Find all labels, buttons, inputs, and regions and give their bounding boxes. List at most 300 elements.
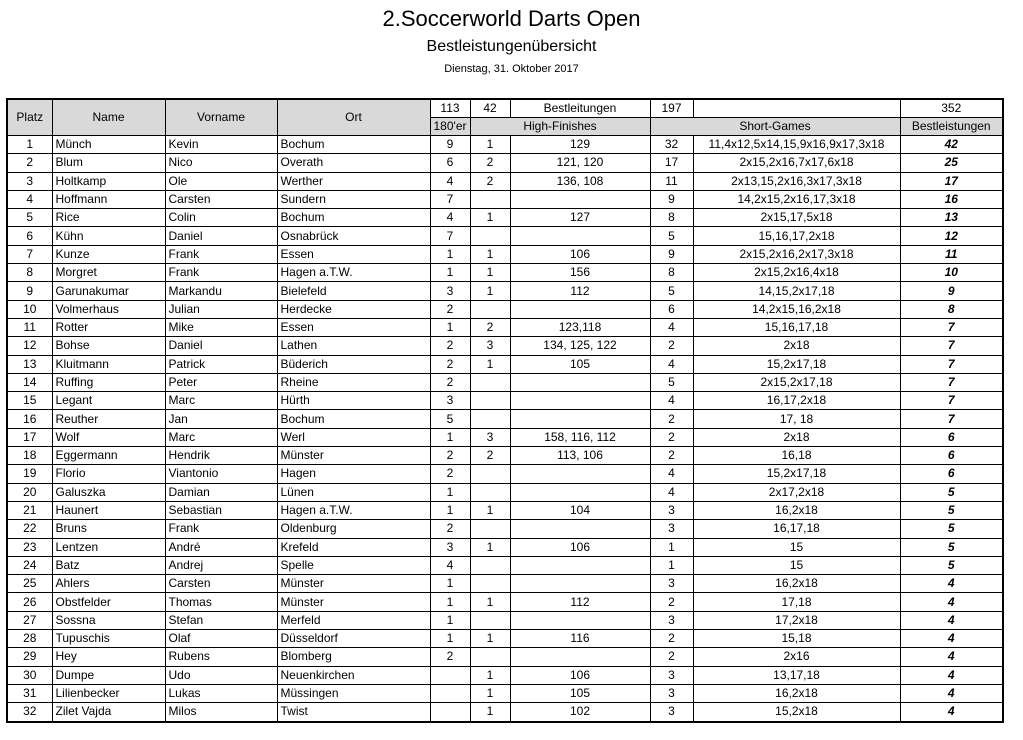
cell-bestleistungen: 4 bbox=[900, 575, 1003, 593]
cell-hf-count bbox=[470, 520, 510, 538]
cell-sg-count: 1 bbox=[650, 556, 693, 574]
cell-high-finishes bbox=[510, 648, 650, 666]
table-row bbox=[7, 227, 1003, 245]
cell-ort: Lünen bbox=[277, 483, 430, 501]
cell-high-finishes bbox=[510, 483, 650, 501]
cell-bestleistungen: 4 bbox=[900, 611, 1003, 629]
cell-sg-count: 3 bbox=[650, 501, 693, 519]
cell-vorname: Udo bbox=[165, 666, 277, 684]
cell-ort: Neuenkirchen bbox=[277, 666, 430, 684]
cell-vorname: Hendrik bbox=[165, 447, 277, 465]
cell-platz: 20 bbox=[7, 483, 52, 501]
cell-short-games: 2x18 bbox=[693, 337, 900, 355]
cell-180: 1 bbox=[430, 483, 470, 501]
cell-ort: Bochum bbox=[277, 136, 430, 154]
cell-hf-count: 1 bbox=[470, 136, 510, 154]
cell-ort: Bochum bbox=[277, 209, 430, 227]
cell-platz: 16 bbox=[7, 410, 52, 428]
cell-name: Kluitmann bbox=[52, 355, 165, 373]
cell-name: Zilet Vajda bbox=[52, 703, 165, 722]
cell-ort: Werther bbox=[277, 172, 430, 190]
table-row bbox=[7, 373, 1003, 391]
cell-platz: 23 bbox=[7, 538, 52, 556]
cell-ort: Hagen bbox=[277, 465, 430, 483]
cell-name: Rice bbox=[52, 209, 165, 227]
cell-bestleistungen: 42 bbox=[900, 136, 1003, 154]
cell-vorname: Lukas bbox=[165, 684, 277, 702]
cell-short-games: 2x15,2x16,2x17,3x18 bbox=[693, 245, 900, 263]
cell-hf-count: 1 bbox=[470, 264, 510, 282]
cell-ort: Spelle bbox=[277, 556, 430, 574]
cell-ort: Sundern bbox=[277, 190, 430, 208]
table-row bbox=[7, 245, 1003, 263]
cell-bestleistungen: 7 bbox=[900, 318, 1003, 336]
label-bestleitungen: Bestleitungen bbox=[510, 99, 650, 118]
cell-name: Blum bbox=[52, 154, 165, 172]
cell-short-games: 15,16,17,2x18 bbox=[693, 227, 900, 245]
cell-ort: Twist bbox=[277, 703, 430, 722]
cell-180: 4 bbox=[430, 172, 470, 190]
cell-hf-count: 3 bbox=[470, 337, 510, 355]
cell-180: 2 bbox=[430, 648, 470, 666]
cell-high-finishes: 127 bbox=[510, 209, 650, 227]
cell-sg-count: 4 bbox=[650, 483, 693, 501]
cell-bestleistungen: 13 bbox=[900, 209, 1003, 227]
cell-sg-count: 2 bbox=[650, 428, 693, 446]
cell-high-finishes: 105 bbox=[510, 355, 650, 373]
cell-name: Batz bbox=[52, 556, 165, 574]
cell-hf-count: 1 bbox=[470, 209, 510, 227]
cell-180: 2 bbox=[430, 520, 470, 538]
cell-vorname: Rubens bbox=[165, 648, 277, 666]
cell-vorname: Colin bbox=[165, 209, 277, 227]
cell-180: 1 bbox=[430, 245, 470, 263]
cell-180: 9 bbox=[430, 136, 470, 154]
cell-hf-count bbox=[470, 611, 510, 629]
cell-hf-count bbox=[470, 483, 510, 501]
cell-ort: Müssingen bbox=[277, 684, 430, 702]
cell-bestleistungen: 7 bbox=[900, 337, 1003, 355]
cell-short-games: 14,2x15,2x16,17,3x18 bbox=[693, 190, 900, 208]
cell-high-finishes bbox=[510, 575, 650, 593]
cell-180: 3 bbox=[430, 538, 470, 556]
cell-ort: Werl bbox=[277, 428, 430, 446]
cell-platz: 27 bbox=[7, 611, 52, 629]
cell-bestleistungen: 25 bbox=[900, 154, 1003, 172]
page-subtitle: Bestleistungenübersicht bbox=[426, 38, 597, 55]
cell-name: Bohse bbox=[52, 337, 165, 355]
cell-bestleistungen: 4 bbox=[900, 666, 1003, 684]
cell-180: 2 bbox=[430, 465, 470, 483]
table-row bbox=[7, 483, 1003, 501]
cell-platz: 26 bbox=[7, 593, 52, 611]
cell-180: 2 bbox=[430, 447, 470, 465]
cell-ort: Essen bbox=[277, 245, 430, 263]
table-row bbox=[7, 556, 1003, 574]
cell-vorname: Carsten bbox=[165, 190, 277, 208]
cell-180: 6 bbox=[430, 154, 470, 172]
cell-short-games: 16,17,2x18 bbox=[693, 392, 900, 410]
cell-short-games: 15,2x18 bbox=[693, 703, 900, 722]
cell-ort: Krefeld bbox=[277, 538, 430, 556]
cell-name: Legant bbox=[52, 392, 165, 410]
cell-platz: 13 bbox=[7, 355, 52, 373]
cell-sg-count: 5 bbox=[650, 373, 693, 391]
cell-180: 2 bbox=[430, 373, 470, 391]
cell-short-games: 17, 18 bbox=[693, 410, 900, 428]
cell-180: 1 bbox=[430, 428, 470, 446]
total-hf-count: 42 bbox=[470, 99, 510, 118]
cell-vorname: Viantonio bbox=[165, 465, 277, 483]
cell-180: 7 bbox=[430, 227, 470, 245]
cell-sg-count: 3 bbox=[650, 684, 693, 702]
cell-hf-count: 1 bbox=[470, 630, 510, 648]
cell-hf-count: 2 bbox=[470, 447, 510, 465]
cell-bestleistungen: 5 bbox=[900, 556, 1003, 574]
cell-name: Garunakumar bbox=[52, 282, 165, 300]
cell-high-finishes bbox=[510, 227, 650, 245]
cell-platz: 19 bbox=[7, 465, 52, 483]
cell-bestleistungen: 17 bbox=[900, 172, 1003, 190]
cell-high-finishes: 113, 106 bbox=[510, 447, 650, 465]
cell-platz: 14 bbox=[7, 373, 52, 391]
cell-vorname: Daniel bbox=[165, 227, 277, 245]
cell-ort: Essen bbox=[277, 318, 430, 336]
cell-bestleistungen: 11 bbox=[900, 245, 1003, 263]
cell-sg-count: 5 bbox=[650, 282, 693, 300]
table-row bbox=[7, 300, 1003, 318]
cell-bestleistungen: 5 bbox=[900, 501, 1003, 519]
cell-sg-count: 17 bbox=[650, 154, 693, 172]
cell-vorname: Damian bbox=[165, 483, 277, 501]
cell-ort: Lathen bbox=[277, 337, 430, 355]
cell-high-finishes: 106 bbox=[510, 245, 650, 263]
cell-bestleistungen: 7 bbox=[900, 392, 1003, 410]
cell-hf-count bbox=[470, 190, 510, 208]
cell-short-games: 2x18 bbox=[693, 428, 900, 446]
cell-ort: Hürth bbox=[277, 392, 430, 410]
cell-vorname: Jan bbox=[165, 410, 277, 428]
cell-hf-count bbox=[470, 575, 510, 593]
table-row bbox=[7, 337, 1003, 355]
header-name: Name bbox=[52, 99, 165, 136]
cell-vorname: Mike bbox=[165, 318, 277, 336]
cell-high-finishes: 104 bbox=[510, 501, 650, 519]
cell-180: 1 bbox=[430, 264, 470, 282]
header-blank bbox=[693, 99, 900, 118]
header-180: 180'er bbox=[430, 118, 470, 136]
cell-high-finishes bbox=[510, 465, 650, 483]
cell-sg-count: 4 bbox=[650, 355, 693, 373]
cell-name: Kühn bbox=[52, 227, 165, 245]
cell-platz: 21 bbox=[7, 501, 52, 519]
cell-platz: 3 bbox=[7, 172, 52, 190]
cell-sg-count: 11 bbox=[650, 172, 693, 190]
cell-ort: Osnabrück bbox=[277, 227, 430, 245]
cell-high-finishes: 106 bbox=[510, 538, 650, 556]
cell-hf-count bbox=[470, 648, 510, 666]
results-table bbox=[6, 98, 1004, 723]
cell-bestleistungen: 5 bbox=[900, 483, 1003, 501]
cell-short-games: 15 bbox=[693, 538, 900, 556]
table-row bbox=[7, 410, 1003, 428]
page-title: 2.Soccerworld Darts Open bbox=[382, 6, 641, 31]
cell-bestleistungen: 10 bbox=[900, 264, 1003, 282]
cell-180: 1 bbox=[430, 593, 470, 611]
cell-180: 1 bbox=[430, 318, 470, 336]
cell-sg-count: 4 bbox=[650, 318, 693, 336]
cell-180: 2 bbox=[430, 300, 470, 318]
cell-hf-count: 1 bbox=[470, 501, 510, 519]
cell-ort: Overath bbox=[277, 154, 430, 172]
cell-name: Lilienbecker bbox=[52, 684, 165, 702]
cell-platz: 5 bbox=[7, 209, 52, 227]
cell-vorname: Carsten bbox=[165, 575, 277, 593]
cell-name: Münch bbox=[52, 136, 165, 154]
cell-sg-count: 2 bbox=[650, 593, 693, 611]
cell-bestleistungen: 6 bbox=[900, 447, 1003, 465]
cell-ort: Oldenburg bbox=[277, 520, 430, 538]
cell-sg-count: 2 bbox=[650, 630, 693, 648]
cell-high-finishes bbox=[510, 520, 650, 538]
cell-high-finishes: 158, 116, 112 bbox=[510, 428, 650, 446]
cell-hf-count: 1 bbox=[470, 703, 510, 722]
cell-bestleistungen: 7 bbox=[900, 410, 1003, 428]
cell-short-games: 16,2x18 bbox=[693, 575, 900, 593]
cell-high-finishes: 156 bbox=[510, 264, 650, 282]
total-180: 113 bbox=[430, 99, 470, 118]
cell-platz: 24 bbox=[7, 556, 52, 574]
cell-180 bbox=[430, 666, 470, 684]
cell-name: Bruns bbox=[52, 520, 165, 538]
cell-platz: 28 bbox=[7, 630, 52, 648]
cell-platz: 31 bbox=[7, 684, 52, 702]
cell-short-games: 17,18 bbox=[693, 593, 900, 611]
cell-ort: Hagen a.T.W. bbox=[277, 501, 430, 519]
cell-short-games: 16,18 bbox=[693, 447, 900, 465]
cell-ort: Büderich bbox=[277, 355, 430, 373]
cell-sg-count: 6 bbox=[650, 300, 693, 318]
cell-platz: 29 bbox=[7, 648, 52, 666]
cell-180: 1 bbox=[430, 630, 470, 648]
cell-high-finishes bbox=[510, 190, 650, 208]
cell-bestleistungen: 7 bbox=[900, 373, 1003, 391]
cell-ort: Düsseldorf bbox=[277, 630, 430, 648]
cell-name: Galuszka bbox=[52, 483, 165, 501]
cell-vorname: Milos bbox=[165, 703, 277, 722]
cell-vorname: Nico bbox=[165, 154, 277, 172]
cell-high-finishes: 121, 120 bbox=[510, 154, 650, 172]
table-row bbox=[7, 593, 1003, 611]
header-vorname: Vorname bbox=[165, 99, 277, 136]
cell-180 bbox=[430, 703, 470, 722]
cell-sg-count: 9 bbox=[650, 245, 693, 263]
cell-high-finishes: 129 bbox=[510, 136, 650, 154]
cell-bestleistungen: 8 bbox=[900, 300, 1003, 318]
table-row bbox=[7, 630, 1003, 648]
table-row bbox=[7, 392, 1003, 410]
cell-high-finishes bbox=[510, 300, 650, 318]
cell-hf-count bbox=[470, 373, 510, 391]
cell-hf-count bbox=[470, 392, 510, 410]
cell-bestleistungen: 4 bbox=[900, 593, 1003, 611]
cell-vorname: Marc bbox=[165, 428, 277, 446]
cell-short-games: 2x15,2x17,18 bbox=[693, 373, 900, 391]
cell-vorname: Olaf bbox=[165, 630, 277, 648]
cell-name: Lentzen bbox=[52, 538, 165, 556]
cell-platz: 10 bbox=[7, 300, 52, 318]
cell-180: 4 bbox=[430, 556, 470, 574]
cell-platz: 30 bbox=[7, 666, 52, 684]
cell-vorname: Marc bbox=[165, 392, 277, 410]
cell-hf-count: 1 bbox=[470, 593, 510, 611]
cell-180: 1 bbox=[430, 501, 470, 519]
table-row bbox=[7, 172, 1003, 190]
total-best: 352 bbox=[900, 99, 1003, 118]
cell-platz: 11 bbox=[7, 318, 52, 336]
cell-hf-count: 3 bbox=[470, 428, 510, 446]
cell-high-finishes bbox=[510, 410, 650, 428]
table-row bbox=[7, 428, 1003, 446]
cell-vorname: Markandu bbox=[165, 282, 277, 300]
cell-sg-count: 32 bbox=[650, 136, 693, 154]
cell-sg-count: 8 bbox=[650, 264, 693, 282]
cell-short-games: 16,2x18 bbox=[693, 501, 900, 519]
cell-name: Sossna bbox=[52, 611, 165, 629]
cell-short-games: 2x13,15,2x16,3x17,3x18 bbox=[693, 172, 900, 190]
cell-high-finishes: 116 bbox=[510, 630, 650, 648]
cell-bestleistungen: 4 bbox=[900, 703, 1003, 722]
cell-180 bbox=[430, 684, 470, 702]
total-sg-count: 197 bbox=[650, 99, 693, 118]
header-short-games: Short-Games bbox=[650, 118, 900, 136]
cell-hf-count: 1 bbox=[470, 684, 510, 702]
cell-sg-count: 3 bbox=[650, 575, 693, 593]
cell-high-finishes: 102 bbox=[510, 703, 650, 722]
table-row bbox=[7, 264, 1003, 282]
table-row bbox=[7, 520, 1003, 538]
cell-180: 1 bbox=[430, 611, 470, 629]
table-row bbox=[7, 538, 1003, 556]
cell-name: Tupuschis bbox=[52, 630, 165, 648]
table-row bbox=[7, 611, 1003, 629]
cell-platz: 2 bbox=[7, 154, 52, 172]
cell-name: Morgret bbox=[52, 264, 165, 282]
cell-sg-count: 3 bbox=[650, 611, 693, 629]
cell-platz: 6 bbox=[7, 227, 52, 245]
cell-name: Haunert bbox=[52, 501, 165, 519]
cell-hf-count: 1 bbox=[470, 245, 510, 263]
cell-name: Hey bbox=[52, 648, 165, 666]
cell-platz: 8 bbox=[7, 264, 52, 282]
cell-short-games: 15,2x17,18 bbox=[693, 465, 900, 483]
cell-name: Wolf bbox=[52, 428, 165, 446]
table-row bbox=[7, 684, 1003, 702]
cell-short-games: 2x15,17,5x18 bbox=[693, 209, 900, 227]
cell-platz: 17 bbox=[7, 428, 52, 446]
event-date: Dienstag, 31. Oktober 2017 bbox=[444, 63, 579, 75]
table-row bbox=[7, 136, 1003, 154]
cell-high-finishes: 112 bbox=[510, 593, 650, 611]
cell-hf-count: 1 bbox=[470, 282, 510, 300]
cell-hf-count: 2 bbox=[470, 318, 510, 336]
cell-ort: Rheine bbox=[277, 373, 430, 391]
cell-name: Florio bbox=[52, 465, 165, 483]
cell-bestleistungen: 6 bbox=[900, 428, 1003, 446]
cell-high-finishes: 112 bbox=[510, 282, 650, 300]
cell-short-games: 16,2x18 bbox=[693, 684, 900, 702]
header-bestleistungen: Bestleistungen bbox=[900, 118, 1003, 136]
cell-vorname: Sebastian bbox=[165, 501, 277, 519]
cell-high-finishes bbox=[510, 556, 650, 574]
header-ort: Ort bbox=[277, 99, 430, 136]
cell-name: Dumpe bbox=[52, 666, 165, 684]
cell-bestleistungen: 7 bbox=[900, 355, 1003, 373]
cell-platz: 12 bbox=[7, 337, 52, 355]
cell-name: Reuther bbox=[52, 410, 165, 428]
cell-platz: 25 bbox=[7, 575, 52, 593]
cell-ort: Blomberg bbox=[277, 648, 430, 666]
cell-high-finishes bbox=[510, 392, 650, 410]
cell-vorname: Frank bbox=[165, 264, 277, 282]
cell-short-games: 11,4x12,5x14,15,9x16,9x17,3x18 bbox=[693, 136, 900, 154]
cell-bestleistungen: 5 bbox=[900, 538, 1003, 556]
cell-180: 1 bbox=[430, 575, 470, 593]
cell-ort: Münster bbox=[277, 447, 430, 465]
cell-short-games: 15 bbox=[693, 556, 900, 574]
cell-ort: Hagen a.T.W. bbox=[277, 264, 430, 282]
table-row bbox=[7, 190, 1003, 208]
cell-hf-count bbox=[470, 227, 510, 245]
cell-sg-count: 4 bbox=[650, 392, 693, 410]
cell-name: Kunze bbox=[52, 245, 165, 263]
cell-short-games: 2x15,2x16,4x18 bbox=[693, 264, 900, 282]
cell-sg-count: 5 bbox=[650, 227, 693, 245]
table-row bbox=[7, 282, 1003, 300]
cell-platz: 32 bbox=[7, 703, 52, 722]
cell-platz: 4 bbox=[7, 190, 52, 208]
cell-sg-count: 9 bbox=[650, 190, 693, 208]
cell-hf-count bbox=[470, 465, 510, 483]
cell-ort: Münster bbox=[277, 575, 430, 593]
cell-name: Rotter bbox=[52, 318, 165, 336]
cell-platz: 9 bbox=[7, 282, 52, 300]
cell-sg-count: 3 bbox=[650, 520, 693, 538]
cell-name: Eggermann bbox=[52, 447, 165, 465]
cell-high-finishes bbox=[510, 373, 650, 391]
cell-bestleistungen: 9 bbox=[900, 282, 1003, 300]
cell-sg-count: 2 bbox=[650, 337, 693, 355]
cell-bestleistungen: 16 bbox=[900, 190, 1003, 208]
cell-short-games: 13,17,18 bbox=[693, 666, 900, 684]
table-row bbox=[7, 703, 1003, 722]
cell-180: 5 bbox=[430, 410, 470, 428]
cell-180: 3 bbox=[430, 392, 470, 410]
cell-vorname: Andrej bbox=[165, 556, 277, 574]
cell-high-finishes bbox=[510, 611, 650, 629]
cell-platz: 7 bbox=[7, 245, 52, 263]
cell-name: Obstfelder bbox=[52, 593, 165, 611]
cell-short-games: 15,18 bbox=[693, 630, 900, 648]
cell-name: Volmerhaus bbox=[52, 300, 165, 318]
cell-high-finishes: 106 bbox=[510, 666, 650, 684]
cell-hf-count: 1 bbox=[470, 538, 510, 556]
cell-vorname: Patrick bbox=[165, 355, 277, 373]
cell-ort: Herdecke bbox=[277, 300, 430, 318]
cell-hf-count: 1 bbox=[470, 355, 510, 373]
cell-vorname: Julian bbox=[165, 300, 277, 318]
cell-bestleistungen: 4 bbox=[900, 648, 1003, 666]
